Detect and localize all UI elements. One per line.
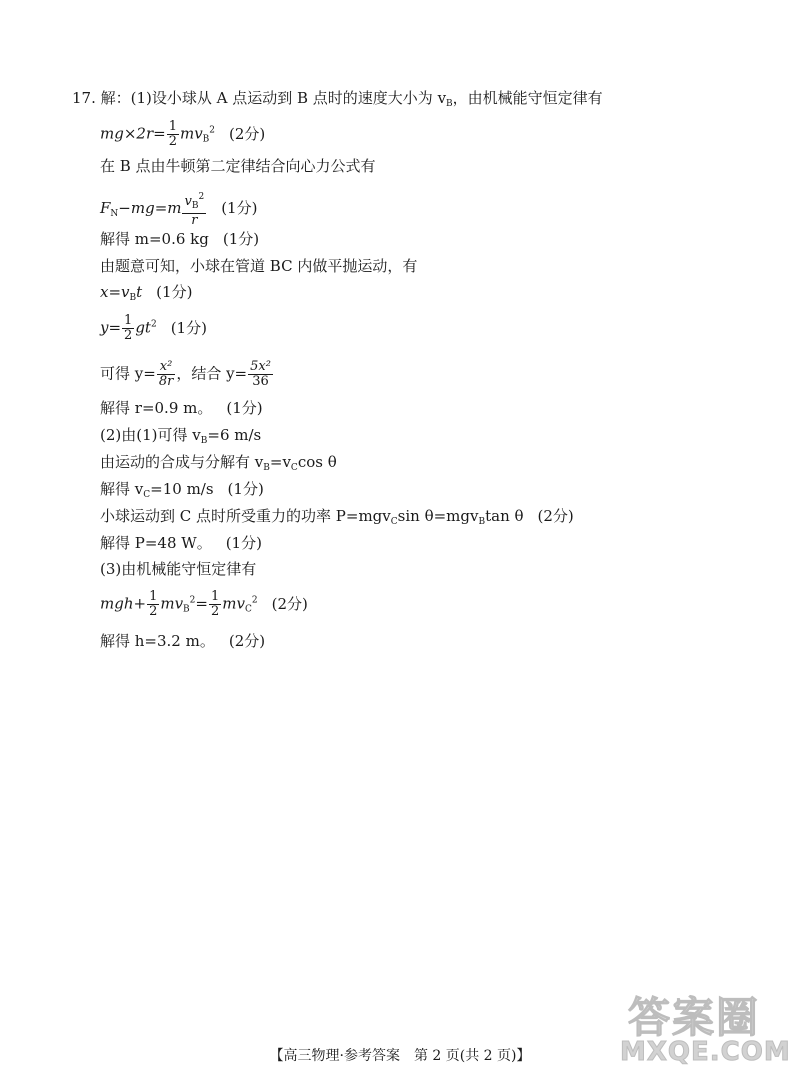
equation-y: y= $\frac{1}{2}$ $gt^2$ (1分) bbox=[100, 313, 207, 343]
result-vc: 解得 $v_C=10$ m/s (1分) bbox=[100, 480, 264, 500]
equation-energy-1: mg×2r= $\frac{1}{2}$ $mv_B^2$ (2分) bbox=[100, 119, 266, 149]
watermark-logo bbox=[620, 985, 790, 1070]
equation-power: 小球运动到 C 点时所受重力的功率 P=mgv$_C$sin θ=mgv$_B$tan θ (2分) bbox=[100, 507, 574, 527]
watermark-bottom-text: MXQE.COM bbox=[620, 1037, 791, 1067]
equation-decomposition: 由运动的合成与分解有 $v_B=v_C\cos$ θ bbox=[100, 453, 337, 473]
page-footer: 【高三物理·参考答案 第 2 页(共 2 页)】 bbox=[269, 1048, 531, 1064]
solution-intro: 17. 解：(1)设小球从 A 点运动到 B 点时的速度大小为 $v_B$，由机械能守恒定律有 bbox=[72, 89, 603, 109]
text-projectile: 由题意可知，小球在管道 BC 内做平抛运动，有 bbox=[100, 257, 418, 275]
result-mass: 解得 m=0.6 kg (1分) bbox=[100, 230, 260, 248]
part2-vb: (2)由(1)可得 $v_B=6$ m/s bbox=[100, 426, 262, 446]
text-part3: (3)由机械能守恒定律有 bbox=[100, 560, 257, 578]
result-height: 解得 h=3.2 m。 (2分) bbox=[100, 632, 266, 650]
result-radius: 解得 r=0.9 m。 (1分) bbox=[100, 399, 263, 417]
equation-energy-2: mgh+ $\frac{1}{2}$ $mv_B^2=$ $\frac{1}{2}$ $mv_C^2$ (2分) bbox=[100, 589, 308, 619]
equation-combine: 可得 y= $\frac{\text{x²}}{8r}$ ，结合 y= $\frac{\text{5x²}}{36}$ bbox=[100, 359, 271, 389]
equation-centripetal: $F_N-mg=m$ $\frac{v_B^2}{r}$ (1分) bbox=[100, 192, 258, 228]
watermark-top-text: 答案圈 bbox=[628, 993, 761, 1042]
text-newton-law: 在 B 点由牛顿第二定律结合向心力公式有 bbox=[100, 157, 376, 175]
result-power: 解得 P=48 W。 (1分) bbox=[100, 534, 262, 552]
equation-x: $x=v_Bt$ (1分) bbox=[100, 283, 193, 303]
